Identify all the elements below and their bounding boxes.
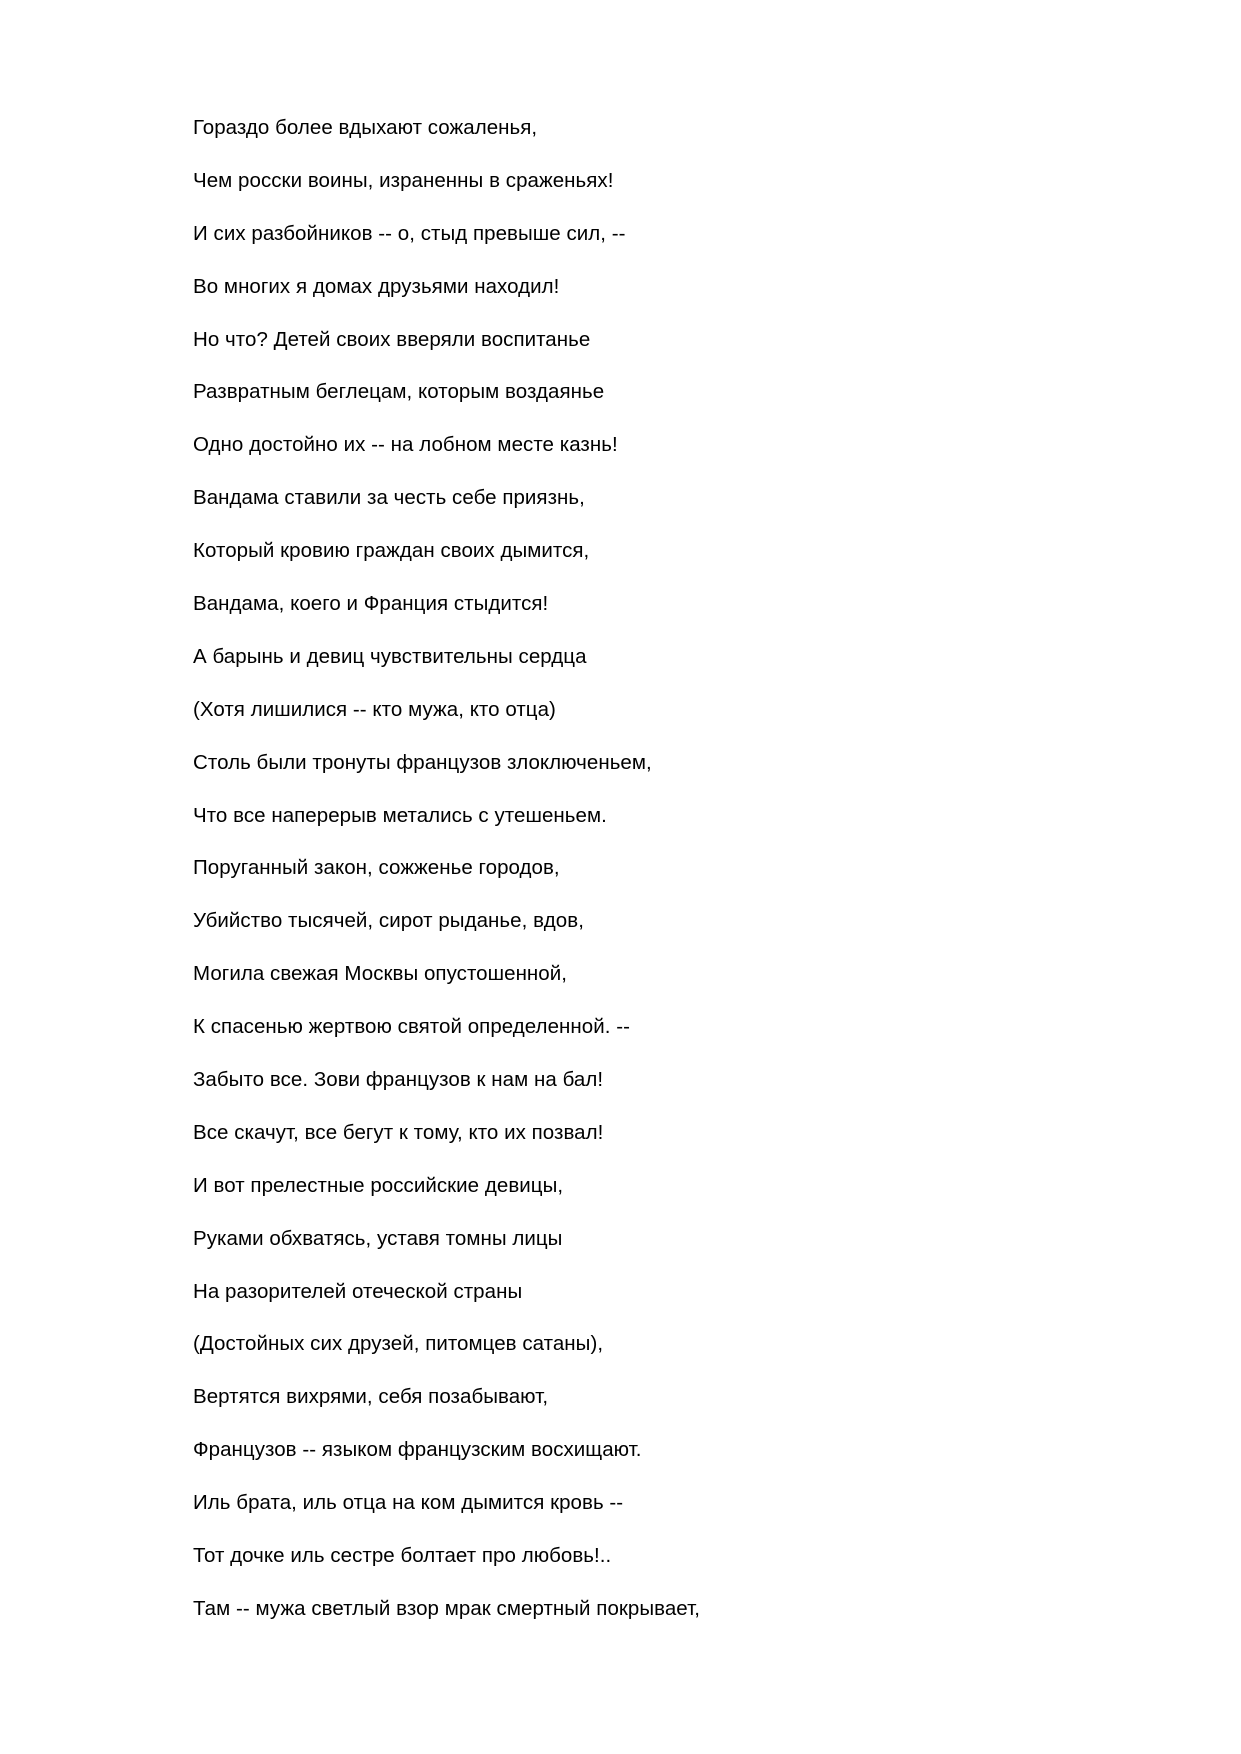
- poem-line: Руками обхватясь, уставя томны лицы: [193, 1226, 563, 1250]
- poem-line: К спасенью жертвою святой определенной. --: [193, 1015, 630, 1039]
- poem-line: Развратным беглецам, которым воздаянье: [193, 380, 605, 404]
- poem-line: Во многих я домах друзьями находил!: [193, 274, 560, 298]
- poem-line: Могила свежая Москвы опустошенной,: [193, 962, 568, 986]
- poem-line: Гораздо более вдыхают сожаленья,: [193, 116, 538, 139]
- poem-line: Вандама, коего и Франция стыдится!: [193, 592, 549, 616]
- poem-line: На разорителей отеческой страны: [193, 1279, 523, 1303]
- poem-line: (Достойных сих друзей, питомцев сатаны),: [193, 1332, 604, 1356]
- poem-line: Вандама ставили за честь себе приязнь,: [193, 486, 585, 510]
- poem-line: Что все наперерыв метались с утешеньем.: [193, 803, 607, 827]
- poem-line: И сих разбойников -- о, стыд превыше сил, --: [193, 221, 626, 245]
- poem-line: Французов -- языком французским восхищают.: [193, 1438, 642, 1462]
- poem-line: Забыто все. Зови французов к нам на бал!: [193, 1068, 604, 1092]
- poem-line: Чем росски воины, израненны в сраженьях!: [193, 168, 614, 192]
- poem-line: А барынь и девиц чувствительны сердца: [193, 644, 587, 668]
- poem-line: Столь были тронуты французов злоключеньем,: [193, 750, 652, 774]
- poem-line: (Хотя лишилися -- кто мужа, кто отца): [193, 697, 556, 721]
- poem-line: Но что? Детей своих вверяли воспитанье: [193, 327, 591, 351]
- poem-line: И вот прелестные российские девицы,: [193, 1173, 564, 1197]
- poem-line: Который кровию граждан своих дымится,: [193, 539, 590, 563]
- poem-line: Иль брата, иль отца на ком дымится кровь --: [193, 1491, 624, 1515]
- poem-line: Поруганный закон, сожженье городов,: [193, 856, 560, 880]
- poem-line: Все скачут, все бегут к тому, кто их позвал!: [193, 1120, 604, 1144]
- poem-line: Там -- мужа светлый взор мрак смертный покрывает,: [193, 1596, 700, 1620]
- poem-line: Вертятся вихрями, себя позабывают,: [193, 1385, 549, 1409]
- poem-line: Убийство тысячей, сирот рыданье, вдов,: [193, 909, 584, 933]
- poem-line: Одно достойно их -- на лобном месте казнь!: [193, 433, 618, 457]
- poem-text: [193, 114, 1093, 1648]
- poem-line: Тот дочке иль сестре болтает про любовь!..: [193, 1544, 612, 1568]
